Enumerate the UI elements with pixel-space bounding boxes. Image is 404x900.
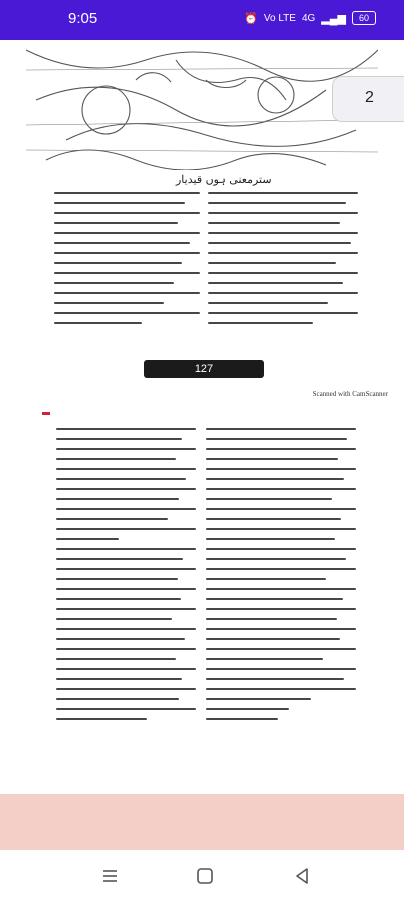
status-time: 9:05 bbox=[68, 10, 98, 27]
signal-icon: ▂▄▆ bbox=[321, 12, 346, 25]
page1-left-column bbox=[54, 192, 200, 332]
red-mark bbox=[42, 412, 50, 415]
page-illustration bbox=[26, 40, 378, 170]
back-triangle-icon[interactable] bbox=[290, 864, 314, 888]
status-bar bbox=[0, 0, 404, 40]
alarm-icon: ⏰ bbox=[244, 12, 258, 25]
page-indicator-number: 2 bbox=[365, 89, 374, 106]
page2-left-column bbox=[56, 428, 196, 728]
page-number: 127 bbox=[194, 363, 214, 375]
status-icons bbox=[244, 11, 376, 25]
menu-icon[interactable] bbox=[98, 864, 122, 888]
page-indicator[interactable] bbox=[332, 76, 404, 122]
page2-right-column bbox=[206, 428, 356, 728]
navigation-bar bbox=[0, 850, 404, 900]
volte-label: Vo LTE bbox=[263, 12, 296, 24]
network-4g-label: 4G bbox=[301, 12, 316, 24]
bottom-band bbox=[0, 794, 404, 850]
page-number-strip bbox=[144, 360, 264, 378]
home-square-icon[interactable] bbox=[193, 864, 217, 888]
page1-right-column bbox=[208, 192, 358, 332]
scanned-page-1 bbox=[26, 40, 378, 396]
page1-heading: سترمعنی ہوں قیدیار bbox=[176, 173, 272, 186]
scanned-page-2 bbox=[48, 422, 366, 752]
scanned-note: Scanned with CamScanner bbox=[312, 390, 388, 398]
battery-icon: 60 bbox=[352, 11, 376, 25]
